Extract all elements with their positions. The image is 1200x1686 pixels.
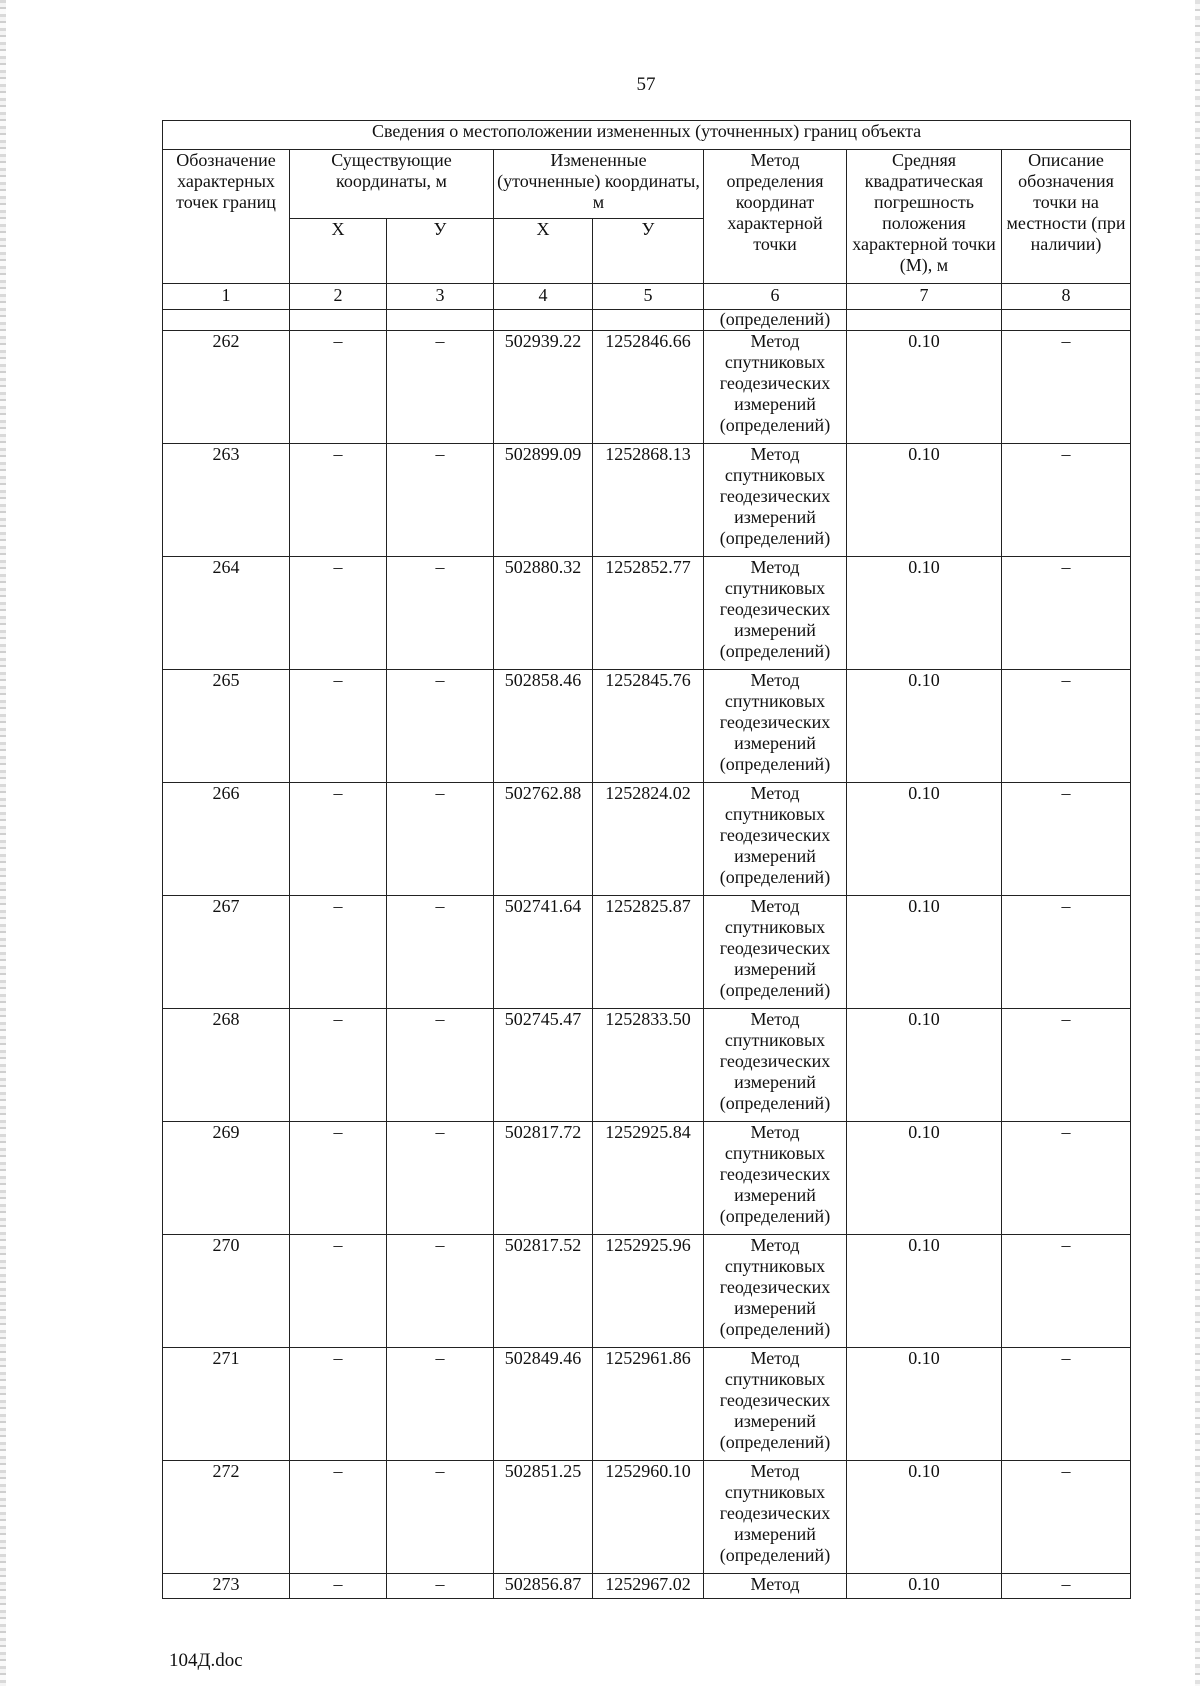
changed-x: 502817.52 — [494, 1235, 593, 1348]
point-number: 262 — [163, 331, 290, 444]
mean-square-error: 0.10 — [847, 783, 1002, 896]
changed-y: 1252833.50 — [593, 1009, 704, 1122]
existing-y: – — [387, 1235, 494, 1348]
changed-x: 502762.88 — [494, 783, 593, 896]
existing-y: – — [387, 331, 494, 444]
table-row — [163, 896, 1131, 1009]
existing-x: – — [290, 1009, 387, 1122]
changed-x: 502858.46 — [494, 670, 593, 783]
point-description: – — [1002, 331, 1131, 444]
existing-x: – — [290, 557, 387, 670]
existing-y: – — [387, 1574, 494, 1599]
changed-y: 1252868.13 — [593, 444, 704, 557]
header-point-designation: Обозначение характерных точек границ — [163, 150, 290, 284]
point-description: – — [1002, 670, 1131, 783]
changed-y: 1252852.77 — [593, 557, 704, 670]
point-number: 268 — [163, 1009, 290, 1122]
point-number: 264 — [163, 557, 290, 670]
method: Метод спутниковых геодезических измерений (определений) — [704, 1122, 847, 1235]
header-existing-x: Х — [290, 219, 387, 284]
point-number: 271 — [163, 1348, 290, 1461]
method: Метод спутниковых геодезических измерений (определений) — [704, 783, 847, 896]
table-row — [163, 1122, 1131, 1235]
existing-x: – — [290, 331, 387, 444]
changed-y: 1252925.96 — [593, 1235, 704, 1348]
point-number: 272 — [163, 1461, 290, 1574]
point-description: – — [1002, 557, 1131, 670]
changed-y: 1252846.66 — [593, 331, 704, 444]
continuation-method-text: (определений) — [704, 310, 847, 331]
header-method: Метод определения координат характерной точки — [704, 150, 847, 284]
document-footer: 104Д.doc — [169, 1650, 243, 1671]
changed-x: 502741.64 — [494, 896, 593, 1009]
table-title-row — [163, 121, 1131, 150]
page-number: 57 — [636, 74, 656, 95]
point-number: 269 — [163, 1122, 290, 1235]
changed-x: 502745.47 — [494, 1009, 593, 1122]
column-number: 4 — [494, 284, 593, 310]
method: Метод спутниковых геодезических измерений (определений) — [704, 1235, 847, 1348]
continuation-row — [163, 310, 1131, 331]
existing-y: – — [387, 444, 494, 557]
mean-square-error: 0.10 — [847, 1348, 1002, 1461]
header-changed-coordinates: Измененные (уточненные) координаты, м — [494, 150, 704, 219]
changed-y: 1252845.76 — [593, 670, 704, 783]
existing-y: – — [387, 1348, 494, 1461]
table-title: Сведения о местоположении измененных (уточненных) границ объекта — [163, 121, 1131, 150]
column-number: 6 — [704, 284, 847, 310]
point-number: 265 — [163, 670, 290, 783]
changed-x: 502851.25 — [494, 1461, 593, 1574]
existing-x: – — [290, 896, 387, 1009]
point-description: – — [1002, 1235, 1131, 1348]
column-number: 2 — [290, 284, 387, 310]
existing-x: – — [290, 444, 387, 557]
existing-x: – — [290, 1461, 387, 1574]
column-number: 3 — [387, 284, 494, 310]
table-row — [163, 1461, 1131, 1574]
existing-x: – — [290, 1235, 387, 1348]
existing-y: – — [387, 1009, 494, 1122]
table-row — [163, 331, 1131, 444]
mean-square-error: 0.10 — [847, 1009, 1002, 1122]
header-row-main — [163, 150, 1131, 219]
existing-x: – — [290, 670, 387, 783]
header-changed-x: Х — [494, 219, 593, 284]
existing-x: – — [290, 1122, 387, 1235]
method: Метод спутниковых геодезических измерений (определений) — [704, 331, 847, 444]
existing-x: – — [290, 1574, 387, 1599]
point-description: – — [1002, 1574, 1131, 1599]
point-description: – — [1002, 783, 1131, 896]
header-changed-y: У — [593, 219, 704, 284]
table-row — [163, 670, 1131, 783]
point-number: 267 — [163, 896, 290, 1009]
method: Метод спутниковых геодезических измерений (определений) — [704, 444, 847, 557]
column-number-row — [163, 284, 1131, 310]
existing-y: – — [387, 783, 494, 896]
point-number: 273 — [163, 1574, 290, 1599]
table-row — [163, 1348, 1131, 1461]
changed-x: 502856.87 — [494, 1574, 593, 1599]
changed-x: 502849.46 — [494, 1348, 593, 1461]
point-description: – — [1002, 1009, 1131, 1122]
scan-edge-left — [0, 0, 6, 1686]
changed-y: 1252960.10 — [593, 1461, 704, 1574]
method: Метод — [704, 1574, 847, 1599]
existing-y: – — [387, 896, 494, 1009]
point-description: – — [1002, 896, 1131, 1009]
point-description: – — [1002, 1461, 1131, 1574]
scan-edge-right — [1195, 0, 1200, 1686]
point-number: 270 — [163, 1235, 290, 1348]
column-number: 5 — [593, 284, 704, 310]
existing-x: – — [290, 783, 387, 896]
existing-y: – — [387, 1461, 494, 1574]
column-number: 7 — [847, 284, 1002, 310]
changed-x: 502899.09 — [494, 444, 593, 557]
changed-y: 1252824.02 — [593, 783, 704, 896]
header-existing-coordinates: Существующие координаты, м — [290, 150, 494, 219]
point-number: 266 — [163, 783, 290, 896]
mean-square-error: 0.10 — [847, 444, 1002, 557]
method: Метод спутниковых геодезических измерений (определений) — [704, 670, 847, 783]
method: Метод спутниковых геодезических измерений (определений) — [704, 557, 847, 670]
changed-y: 1252967.02 — [593, 1574, 704, 1599]
changed-x: 502880.32 — [494, 557, 593, 670]
point-number: 263 — [163, 444, 290, 557]
table-row — [163, 783, 1131, 896]
existing-y: – — [387, 670, 494, 783]
header-existing-y: У — [387, 219, 494, 284]
mean-square-error: 0.10 — [847, 896, 1002, 1009]
changed-y: 1252925.84 — [593, 1122, 704, 1235]
method: Метод спутниковых геодезических измерений (определений) — [704, 1348, 847, 1461]
table-row — [163, 1235, 1131, 1348]
changed-x: 502939.22 — [494, 331, 593, 444]
mean-square-error: 0.10 — [847, 331, 1002, 444]
point-description: – — [1002, 444, 1131, 557]
changed-x: 502817.72 — [494, 1122, 593, 1235]
changed-y: 1252825.87 — [593, 896, 704, 1009]
changed-y: 1252961.86 — [593, 1348, 704, 1461]
table-row — [163, 1574, 1131, 1599]
point-description: – — [1002, 1122, 1131, 1235]
method: Метод спутниковых геодезических измерений (определений) — [704, 1009, 847, 1122]
table-row — [163, 444, 1131, 557]
mean-square-error: 0.10 — [847, 1461, 1002, 1574]
table-row — [163, 1009, 1131, 1122]
column-number: 8 — [1002, 284, 1131, 310]
table-body — [163, 121, 1131, 1599]
header-mean-square-error: Средняя квадратическая погрешность положения характерной точки (М), м — [847, 150, 1002, 284]
method: Метод спутниковых геодезических измерений (определений) — [704, 896, 847, 1009]
mean-square-error: 0.10 — [847, 1574, 1002, 1599]
column-number: 1 — [163, 284, 290, 310]
header-description: Описание обозначения точки на местности (при наличии) — [1002, 150, 1131, 284]
existing-y: – — [387, 1122, 494, 1235]
mean-square-error: 0.10 — [847, 1235, 1002, 1348]
table-row — [163, 557, 1131, 670]
boundary-coordinates-table — [162, 120, 1131, 1599]
mean-square-error: 0.10 — [847, 670, 1002, 783]
method: Метод спутниковых геодезических измерений (определений) — [704, 1461, 847, 1574]
existing-x: – — [290, 1348, 387, 1461]
mean-square-error: 0.10 — [847, 557, 1002, 670]
point-description: – — [1002, 1348, 1131, 1461]
mean-square-error: 0.10 — [847, 1122, 1002, 1235]
existing-y: – — [387, 557, 494, 670]
